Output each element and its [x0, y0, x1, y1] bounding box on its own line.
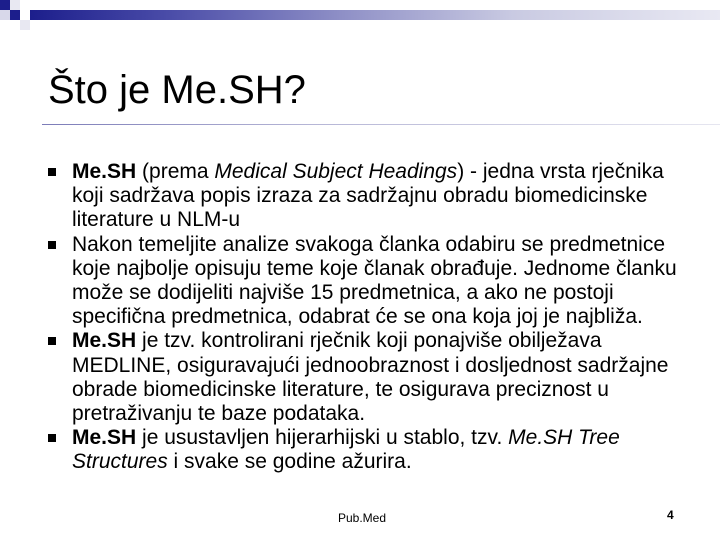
bullet-text-segment: Nakon temeljite analize svakoga članka odabiru se predmetnice koje najbolje opisuju teme koje članak obrađuje. Jednome članku može se dodijeliti najviše 15 predmetnica, a ako ne postoji specifična predmetnica, odabrat će se ona koja joj je najbliža.: [72, 232, 677, 329]
bullet-text-segment: ) - jedna vrsta rječnika koji sadržava popis izraza za sadržajnu obradu biomedicinske literature u NLM-u: [72, 160, 664, 232]
bullet-text-segment: Me.SH: [72, 160, 137, 183]
bullet-text-segment: Me.SH: [72, 426, 137, 450]
title-underline: [42, 124, 720, 125]
footer-text: Pub.Med: [338, 511, 387, 525]
bullet-marker: [48, 168, 56, 176]
bullet-marker: [48, 434, 56, 442]
bullet-item: [48, 426, 688, 474]
bullet-marker: [48, 337, 56, 345]
bullet-item: [48, 329, 688, 426]
page-number: 4: [667, 508, 674, 522]
bullet-text-segment: Me.SH Tree Structures: [72, 426, 620, 474]
bullet-marker: [48, 241, 56, 249]
bullet-text-segment: i svake se godine ažurira.: [167, 450, 412, 474]
bullet-text-segment: je tzv. kontrolirani rječnik koji ponajviše obilježava MEDLINE, osiguravajući jednoobraznost i dosljednost sadržajne obrade biomedicinske literature, te osigurava preciznost u pretraživanju te baze podataka.: [72, 329, 669, 426]
bullet-item: [48, 160, 688, 233]
slide-title: Što je Me.SH?: [48, 68, 306, 112]
bullet-item: [48, 233, 688, 330]
bullet-list: [48, 160, 688, 475]
bullet-text-segment: Medical Subject Headings: [214, 160, 458, 183]
bullet-text-segment: je usustavljen hijerarhijski u stablo, tzv.: [136, 426, 509, 450]
decorative-squares: [0, 0, 60, 40]
bullet-text-segment: Me.SH: [72, 329, 137, 353]
header-gradient-bar: [30, 10, 720, 20]
bullet-text-segment: (prema: [136, 160, 215, 183]
